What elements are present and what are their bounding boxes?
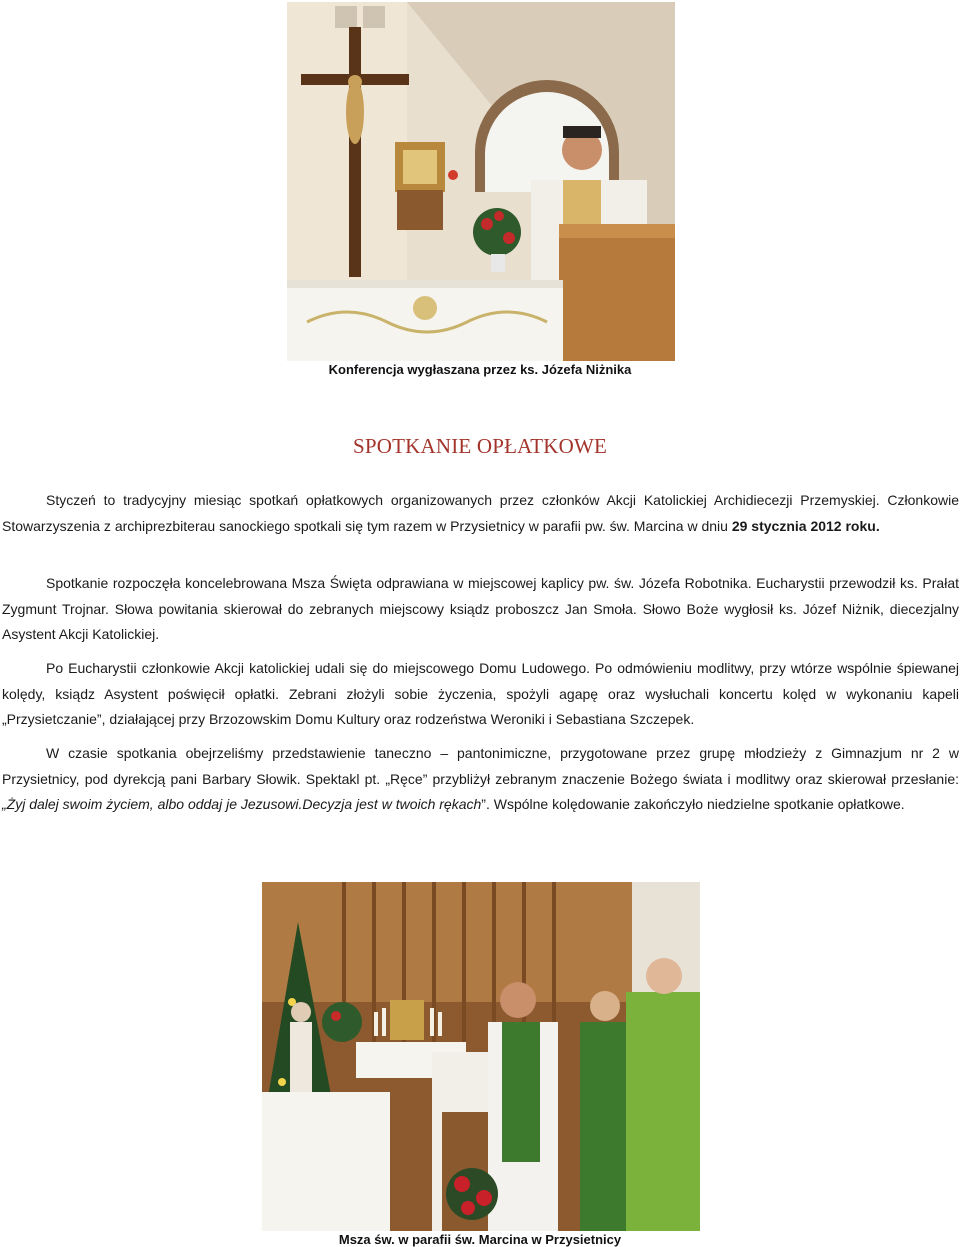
article-paragraph-1 [2,488,959,539]
paragraph-1-text: Styczeń to tradycyjny miesiąc spotkań opłatkowych organizowanych przez członków Akcji Katolickiej Archidiecezji Przemyskiej. Członkowie Stowarzyszenia z archiprezbiterau sanockiego spotkali się tym razem w Przysietnicy w parafii pw. św. Marcina w dniu [2,492,959,534]
article-paragraph-4 [2,741,959,818]
article-paragraph-3 [2,656,959,733]
article-paragraph-2 [2,571,959,648]
paragraph-1-date: 29 stycznia 2012 roku. [731,517,880,534]
paragraph-4-text: W czasie spotkania obejrzeliśmy przedstawienie taneczno – pantonimiczne, przygotowane przez grupę młodzieży z Gimnazjum nr 2 w Przysietnicy, pod dyrekcją pani Barbary Słowik. Spektakl pt. „Ręce” przybliżył zebranym znaczenie Bożego świata i modlitwy oraz skierował przesłanie: [2,745,959,787]
photo-conference-image [287,2,675,361]
paragraph-3-text: Po Eucharystii członkowie Akcji katolickiej udali się do miejscowego Domu Ludowego. Po odmówieniu modlitwy, przy wtórze wspólnie śpiewanej kolędy, ksiądz Asystent poświęcił opłatki. Zebrani złożyli sobie życzenia, spożyli agapę oraz wysłuchali koncertu kolęd w wykonaniu kapeli „Przysietczanie”, działającej przy Brzozowskim Domu Kultury oraz rodzeństwa Weroniki i Sebastiana Szczepek. [2,660,959,727]
article-title: SPOTKANIE OPŁATKOWE [352,434,608,458]
photo-conference [287,2,675,361]
photo-caption-top: Konferencja wygłaszana przez ks. Józefa Niżnika [328,362,632,377]
paragraph-4-ending: ”. Wspólne kolędowanie zakończyło niedzielne spotkanie opłatkowe. [481,796,905,812]
paragraph-2-text: Spotkanie rozpoczęła koncelebrowana Msza Święta odprawiana w miejscowej kaplicy pw. św. Józefa Robotnika. Eucharystii przewodził ks. Prałat Zygmunt Trojnar. Słowa powitania skierował do zebranych miejscowy ksiądz proboszcz Jan Smoła. Słowo Boże wygłosił ks. Józef Niżnik, diecezjalny Asystent Akcji Katolickiej. [2,575,959,642]
photo-mass-image [262,882,700,1231]
photo-caption-bottom: Msza św. w parafii św. Marcina w Przysietnicy [338,1232,622,1247]
photo-mass [262,882,700,1231]
paragraph-4-quote: „Żyj dalej swoim życiem, albo oddaj je Jezusowi.Decyzja jest w twoich rękach [2,796,482,812]
